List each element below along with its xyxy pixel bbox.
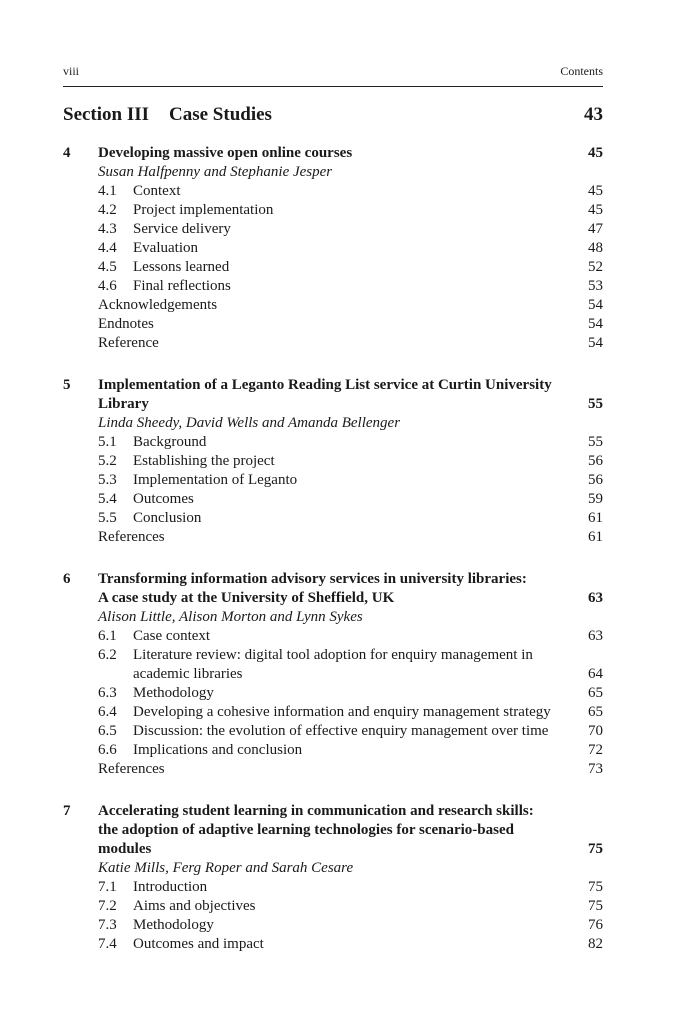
entry-title-text: Project implementation [133, 202, 274, 218]
toc-entry [98, 220, 603, 239]
chapter-title [98, 802, 583, 859]
toc-entry [98, 490, 603, 509]
entry-title [98, 315, 578, 334]
chapter-list [63, 144, 603, 954]
toc-entry [98, 627, 603, 646]
toc-entry [98, 258, 603, 277]
toc-entry [98, 935, 603, 954]
entry-number: 5.1 [98, 434, 117, 450]
chapter-number: 4 [63, 145, 71, 161]
entry-number: 4.5 [98, 259, 117, 275]
entry-title-text: Implications and conclusion [133, 742, 303, 758]
toc-entry [98, 646, 603, 684]
entry-title [133, 935, 578, 954]
entry-title-text: Context [133, 183, 181, 199]
chapter-entry [63, 570, 603, 779]
entry-title-text: Introduction [133, 879, 208, 895]
entry-number: 6.3 [98, 685, 117, 701]
chapter-title [98, 570, 583, 608]
entry-page-number: 63 [588, 628, 603, 644]
entry-title-text: Service delivery [133, 221, 231, 237]
entry-title [133, 239, 578, 258]
entry-number: 4.4 [98, 240, 117, 256]
entry-title-text: Conclusion [133, 510, 202, 526]
running-head [63, 64, 603, 87]
entry-title-text: Literature review: digital tool adoption for enquiry management in [133, 647, 533, 663]
entry-title [98, 760, 578, 779]
toc-entry [98, 334, 603, 353]
entry-title [133, 509, 578, 528]
entry-title-text: Final reflections [133, 278, 231, 294]
entry-title [133, 722, 578, 741]
entry-title-text: Outcomes and impact [133, 936, 264, 952]
entry-number: 7.4 [98, 936, 117, 952]
entry-title [133, 646, 578, 684]
entry-number: 4.1 [98, 183, 117, 199]
entry-title-continuation: academic libraries [133, 666, 243, 682]
chapter-authors: Susan Halfpenny and Stephanie Jesper [98, 164, 333, 180]
entry-page-number: 65 [588, 685, 603, 701]
chapter-heading [63, 802, 603, 859]
entry-title-text: Background [133, 434, 207, 450]
entry-page-number: 64 [588, 666, 603, 682]
entry-title-text: Methodology [133, 685, 214, 701]
section-title: Case Studies [169, 104, 272, 125]
entry-page-number: 72 [588, 742, 603, 758]
entry-number: 7.2 [98, 898, 117, 914]
entry-title [133, 452, 578, 471]
entry-page-number: 45 [588, 183, 603, 199]
entry-title-text: References [98, 529, 165, 545]
entry-number: 6.6 [98, 742, 117, 758]
toc-entry [98, 201, 603, 220]
entry-page-number: 56 [588, 472, 603, 488]
entry-title-text: Outcomes [133, 491, 194, 507]
chapter-title-line: modules [98, 841, 152, 857]
entry-title [133, 490, 578, 509]
entry-page-number: 56 [588, 453, 603, 469]
entry-page-number: 52 [588, 259, 603, 275]
section-heading [63, 104, 603, 126]
entry-title [133, 684, 578, 703]
toc-entry [98, 897, 603, 916]
entry-page-number: 54 [588, 316, 603, 332]
entry-number: 6.2 [98, 647, 117, 663]
chapter-number: 5 [63, 377, 71, 393]
entry-title [133, 277, 578, 296]
entry-title [133, 258, 578, 277]
entry-page-number: 48 [588, 240, 603, 256]
entry-title [133, 201, 578, 220]
chapter-authors: Katie Mills, Ferg Roper and Sarah Cesare [98, 860, 354, 876]
toc-entry [98, 528, 603, 547]
toc-entry [98, 182, 603, 201]
entry-title-text: Acknowledgements [98, 297, 218, 313]
entry-number: 5.2 [98, 453, 117, 469]
entry-title-text: Discussion: the evolution of effective enquiry management over time [133, 723, 549, 739]
entry-page-number: 53 [588, 278, 603, 294]
chapter-page-number: 55 [588, 396, 603, 412]
toc-entry [98, 296, 603, 315]
entry-number: 6.5 [98, 723, 117, 739]
entry-number: 5.5 [98, 510, 117, 526]
toc-entry [98, 433, 603, 452]
chapter-title-line: A case study at the University of Sheffield, UK [98, 590, 395, 606]
chapter-authors: Linda Sheedy, David Wells and Amanda Bellenger [98, 415, 401, 431]
chapter-title-line: Transforming information advisory services in university libraries: [98, 571, 527, 587]
page-folio: viii [63, 64, 80, 78]
entry-page-number: 75 [588, 879, 603, 895]
entry-title [133, 916, 578, 935]
entry-page-number: 59 [588, 491, 603, 507]
entry-title-text: Evaluation [133, 240, 198, 256]
entry-title-text: Lessons learned [133, 259, 230, 275]
entry-page-number: 65 [588, 704, 603, 720]
chapter-number: 6 [63, 571, 71, 587]
entry-number: 6.4 [98, 704, 117, 720]
chapter-entry [63, 376, 603, 547]
chapter-entry [63, 144, 603, 353]
entry-title-text: Case context [133, 628, 211, 644]
entry-number: 7.3 [98, 917, 117, 933]
section-page-number: 43 [584, 104, 603, 125]
entry-number: 5.4 [98, 491, 117, 507]
chapter-page-number: 63 [588, 590, 603, 606]
toc-entry [98, 239, 603, 258]
toc-entry [98, 703, 603, 722]
entry-title [98, 334, 578, 353]
entry-page-number: 61 [588, 529, 603, 545]
entry-page-number: 76 [588, 917, 603, 933]
entry-title-text: Establishing the project [133, 453, 275, 469]
section-number: Section III [63, 104, 150, 125]
chapter-heading [63, 144, 603, 163]
entry-page-number: 55 [588, 434, 603, 450]
entry-title [133, 182, 578, 201]
entry-page-number: 54 [588, 335, 603, 351]
chapter-heading [63, 570, 603, 608]
entry-number: 5.3 [98, 472, 117, 488]
toc-entry [98, 471, 603, 490]
entry-number: 4.3 [98, 221, 117, 237]
toc-entry [98, 760, 603, 779]
entry-title [133, 703, 578, 722]
chapter-title [98, 376, 583, 414]
entry-title [98, 528, 578, 547]
toc-entry [98, 452, 603, 471]
entry-title [133, 878, 578, 897]
toc-entry [98, 277, 603, 296]
entry-title-text: Implementation of Leganto [133, 472, 298, 488]
chapter-title-line: Accelerating student learning in communication and research skills: [98, 803, 534, 819]
entry-page-number: 61 [588, 510, 603, 526]
chapter-authors: Alison Little, Alison Morton and Lynn Sykes [98, 609, 363, 625]
entry-number: 4.6 [98, 278, 117, 294]
entry-title-text: Methodology [133, 917, 214, 933]
entry-title [133, 471, 578, 490]
entry-title-text: Reference [98, 335, 159, 351]
chapter-title-line: Library [98, 396, 149, 412]
toc-entry [98, 722, 603, 741]
entry-number: 4.2 [98, 202, 117, 218]
entry-number: 7.1 [98, 879, 117, 895]
entry-title [133, 897, 578, 916]
entry-page-number: 82 [588, 936, 603, 952]
toc-entry [98, 315, 603, 334]
chapter-page-number: 75 [588, 841, 603, 857]
entry-title-text: Developing a cohesive information and enquiry management strategy [133, 704, 551, 720]
entry-title-text: Aims and objectives [133, 898, 256, 914]
entry-page-number: 47 [588, 221, 603, 237]
running-head-title: Contents [560, 64, 603, 78]
toc-entry [98, 878, 603, 897]
entry-title [133, 627, 578, 646]
chapter-number: 7 [63, 803, 71, 819]
toc-entry [98, 509, 603, 528]
chapter-entry [63, 802, 603, 954]
chapter-heading [63, 376, 603, 414]
entry-title [98, 296, 578, 315]
chapter-title-line: Developing massive open online courses [98, 145, 353, 161]
chapter-page-number: 45 [588, 145, 603, 161]
entry-title [133, 433, 578, 452]
entry-page-number: 45 [588, 202, 603, 218]
entry-page-number: 75 [588, 898, 603, 914]
chapter-title-line: Implementation of a Leganto Reading List service at Curtin University [98, 377, 552, 393]
toc-entry [98, 916, 603, 935]
toc-entry [98, 741, 603, 760]
entry-title [133, 741, 578, 760]
chapter-title-line: the adoption of adaptive learning technologies for scenario-based [98, 822, 514, 838]
entry-title-text: References [98, 761, 165, 777]
entry-page-number: 54 [588, 297, 603, 313]
chapter-title [98, 144, 583, 163]
entry-title [133, 220, 578, 239]
entry-title-text: Endnotes [98, 316, 154, 332]
entry-number: 6.1 [98, 628, 117, 644]
entry-page-number: 70 [588, 723, 603, 739]
toc-entry [98, 684, 603, 703]
entry-page-number: 73 [588, 761, 603, 777]
